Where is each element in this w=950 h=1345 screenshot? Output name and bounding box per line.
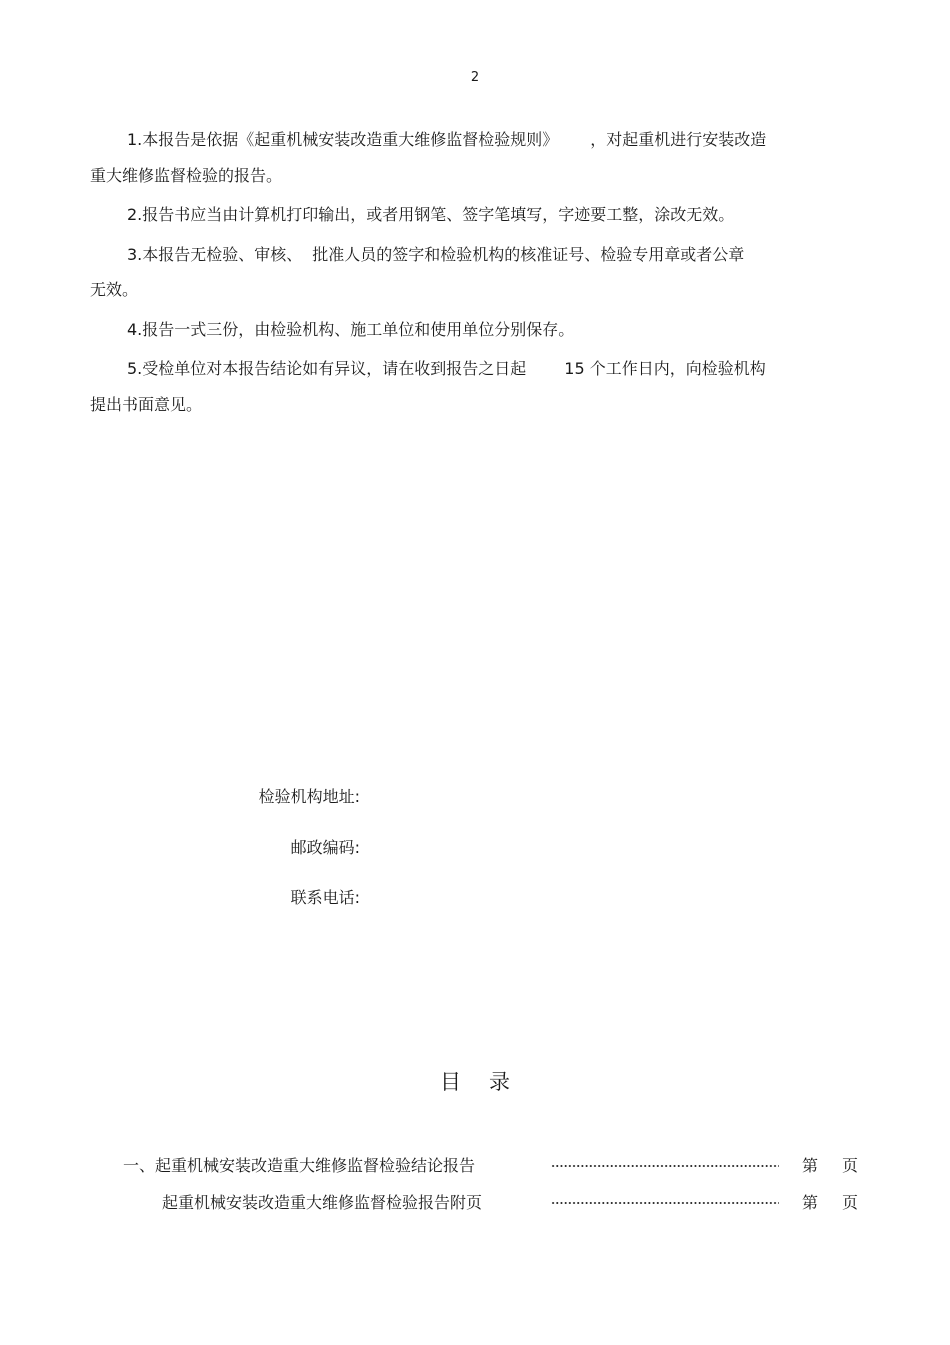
note-5-line-2 (90, 387, 840, 423)
phone-label: 联系电话: (290, 888, 360, 907)
toc-page-suffix: 页 (842, 1193, 859, 1212)
toc-dot-leader (551, 1202, 779, 1204)
report-notes (90, 122, 840, 422)
toc-page-prefix: 第 (802, 1193, 819, 1212)
note-5-line-1 (90, 351, 840, 387)
toc-entry (0, 1153, 950, 1179)
note-1-line-1 (90, 122, 840, 158)
page-number: 2 (470, 70, 480, 85)
toc-page-prefix: 第 (802, 1156, 819, 1175)
toc-dot-leader (551, 1165, 779, 1167)
note-text: 重大维修监督检验的报告。 (90, 165, 283, 185)
note-text: 提出书面意见。 (90, 394, 203, 414)
note-3-line-2 (90, 272, 840, 308)
note-text: 2.报告书应当由计算机打印输出，或者用钢笔、签字笔填写，字迹要工整，涂改无效。 (127, 205, 735, 224)
note-text: 5.受检单位对本报告结论如有异议，请在收到报告之日起 (127, 359, 527, 378)
note-text: 4.报告一式三份，由检验机构、施工单位和使用单位分别保存。 (127, 319, 575, 339)
address-label: 检验机构地址: (258, 787, 360, 806)
toc-page-suffix: 页 (842, 1156, 859, 1175)
toc-entry-label: 一、起重机械安装改造重大维修监督检验结论报告 (123, 1156, 476, 1175)
contact-block (160, 784, 360, 936)
note-text: 15 个工作日内，向检验机构 (564, 359, 766, 378)
note-1-line-2 (90, 158, 840, 194)
toc-entry-label: 起重机械安装改造重大维修监督检验报告附页 (162, 1193, 483, 1212)
toc-title: 目录 (440, 1070, 538, 1094)
note-4-line-1 (90, 312, 840, 348)
postcode-label: 邮政编码: (290, 837, 360, 857)
toc-entry (0, 1190, 950, 1216)
note-2-line-1 (90, 197, 840, 233)
note-text: 批准人员的签字和检验机构的核准证号、检验专用章或者公章 (312, 244, 745, 264)
note-text: 1.本报告是依据《起重机械安装改造重大维修监督检验规则》 (127, 130, 559, 149)
note-text: 3.本报告无检验、审核、 (127, 244, 303, 264)
note-text: ，对起重机进行安装改造 (590, 130, 767, 149)
note-text: 无效。 (90, 280, 139, 299)
note-3-line-1 (90, 237, 840, 273)
